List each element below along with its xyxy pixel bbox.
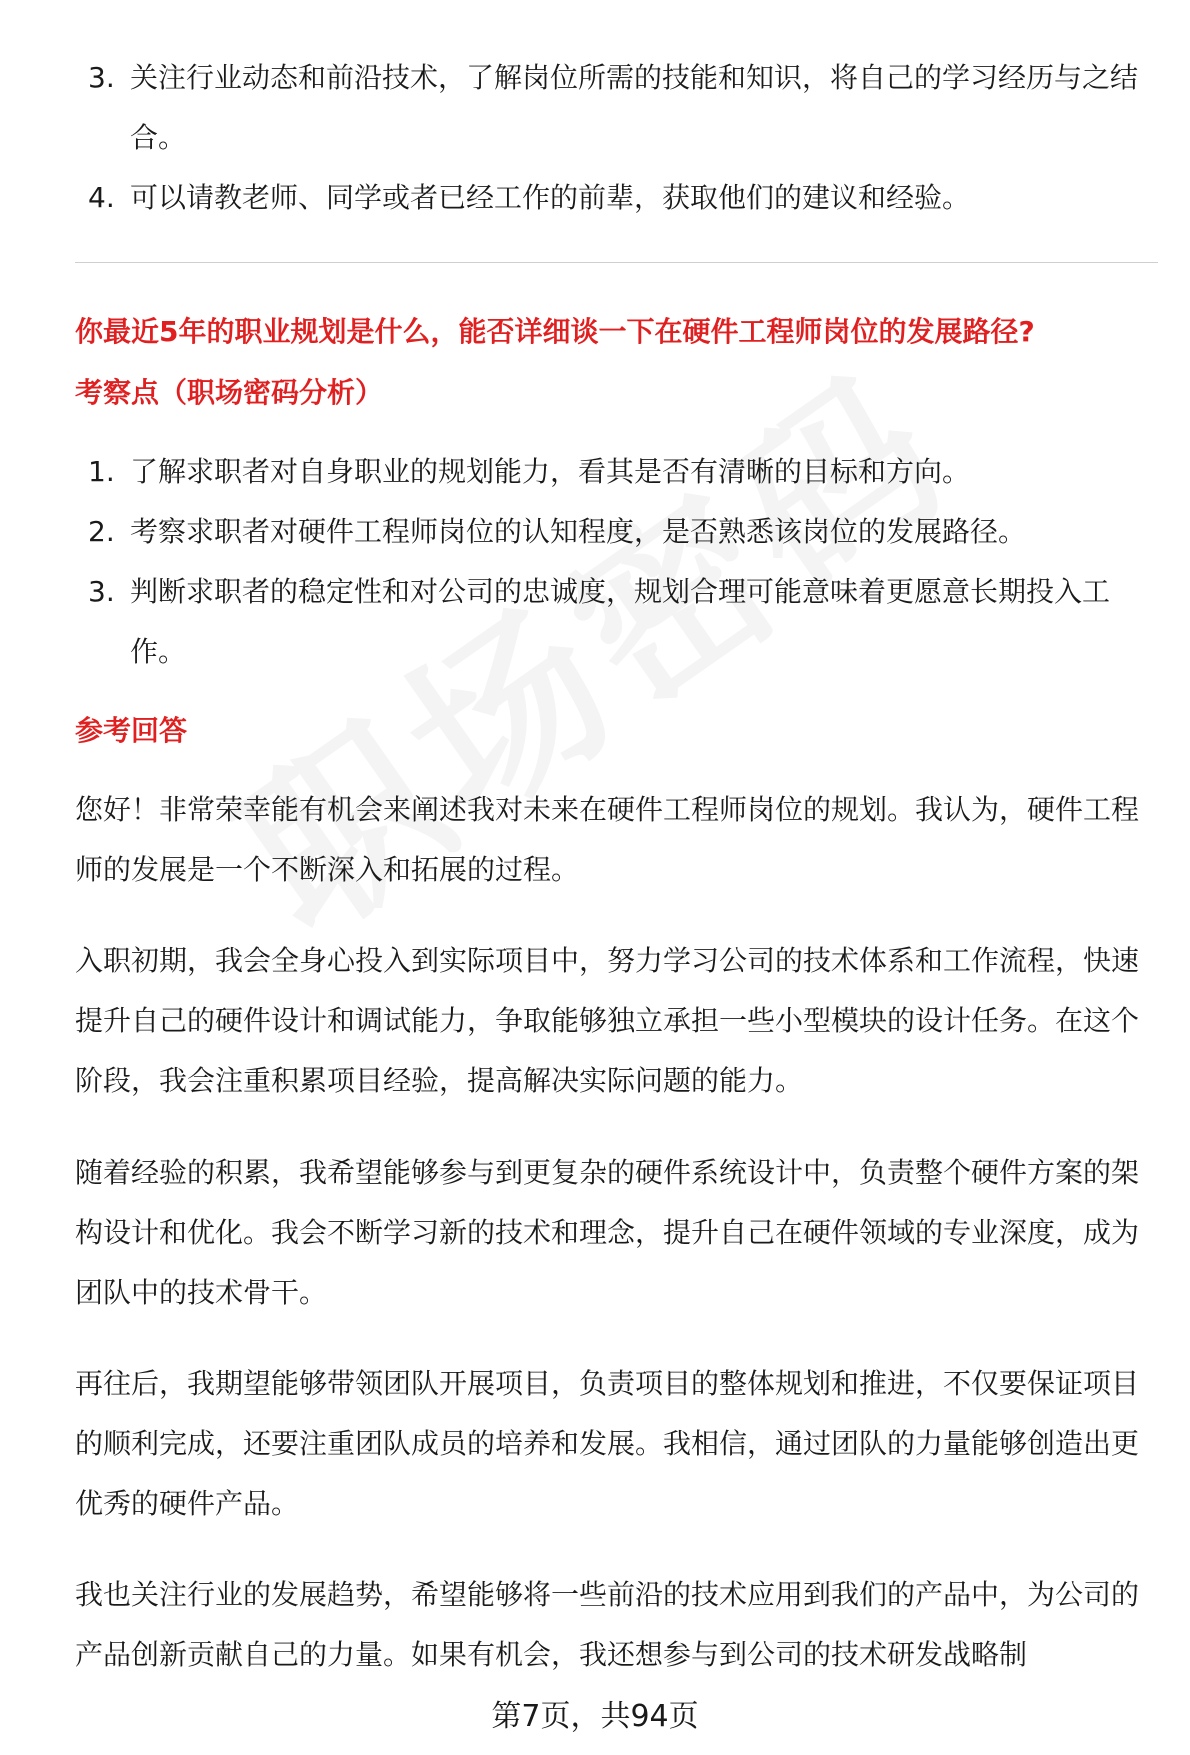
- answer-paragraph: 随着经验的积累，我希望能够参与到更复杂的硬件系统设计中，负责整个硬件方案的架构设计和优化。我会不断学习新的技术和理念，提升自己在硬件领域的专业深度，成为团队中的技术骨干。: [75, 1156, 1140, 1309]
- question-heading: 你最近5年的职业规划是什么，能否详细谈一下在硬件工程师岗位的发展路径?: [75, 315, 1035, 348]
- list-item-number: 2.: [88, 515, 115, 548]
- page-number: 第7页，共94页: [491, 1699, 699, 1734]
- list-item: [0, 562, 1190, 682]
- analysis-heading: 考察点（职场密码分析）: [75, 376, 384, 409]
- answer-paragraph: 入职初期，我会全身心投入到实际项目中，努力学习公司的技术体系和工作流程，快速提升自己的硬件设计和调试能力，争取能够独立承担一些小型模块的设计任务。在这个阶段，我会注重积累项目经验，提高解决实际问题的能力。: [75, 944, 1140, 1097]
- top-list: [0, 48, 1190, 228]
- answer-heading: 参考回答: [75, 714, 188, 747]
- list-item: [0, 168, 1190, 228]
- list-item-text: 了解求职者对自身职业的规划能力，看其是否有清晰的目标和方向。: [130, 455, 971, 488]
- list-item-text: 可以请教老师、同学或者已经工作的前辈，获取他们的建议和经验。: [130, 181, 971, 214]
- list-item: [0, 442, 1190, 502]
- list-item: [0, 48, 1190, 168]
- answer-paragraph: 我也关注行业的发展趋势，希望能够将一些前沿的技术应用到我们的产品中，为公司的产品创新贡献自己的力量。如果有机会，我还想参与到公司的技术研发战略制: [75, 1578, 1140, 1671]
- answer-paragraph: 再往后，我期望能够带领团队开展项目，负责项目的整体规划和推进，不仅要保证项目的顺利完成，还要注重团队成员的培养和发展。我相信，通过团队的力量能够创造出更优秀的硬件产品。: [75, 1367, 1140, 1520]
- list-item: [0, 502, 1190, 562]
- list-item-number: 4.: [88, 181, 115, 214]
- section-divider: [75, 262, 1158, 263]
- list-item-text: 考察求职者对硬件工程师岗位的认知程度，是否熟悉该岗位的发展路径。: [130, 515, 1027, 548]
- list-item-text: 判断求职者的稳定性和对公司的忠诚度，规划合理可能意味着更愿意长期投入工作。: [130, 575, 1111, 668]
- answer-paragraph: 您好！非常荣幸能有机会来阐述我对未来在硬件工程师岗位的规划。我认为，硬件工程师的发展是一个不断深入和拓展的过程。: [75, 793, 1140, 886]
- list-item-number: 3.: [88, 61, 115, 94]
- analysis-list: [0, 442, 1190, 682]
- list-item-text: 关注行业动态和前沿技术，了解岗位所需的技能和知识，将自己的学习经历与之结合。: [130, 61, 1139, 154]
- list-item-number: 3.: [88, 575, 115, 608]
- list-item-number: 1.: [88, 455, 115, 488]
